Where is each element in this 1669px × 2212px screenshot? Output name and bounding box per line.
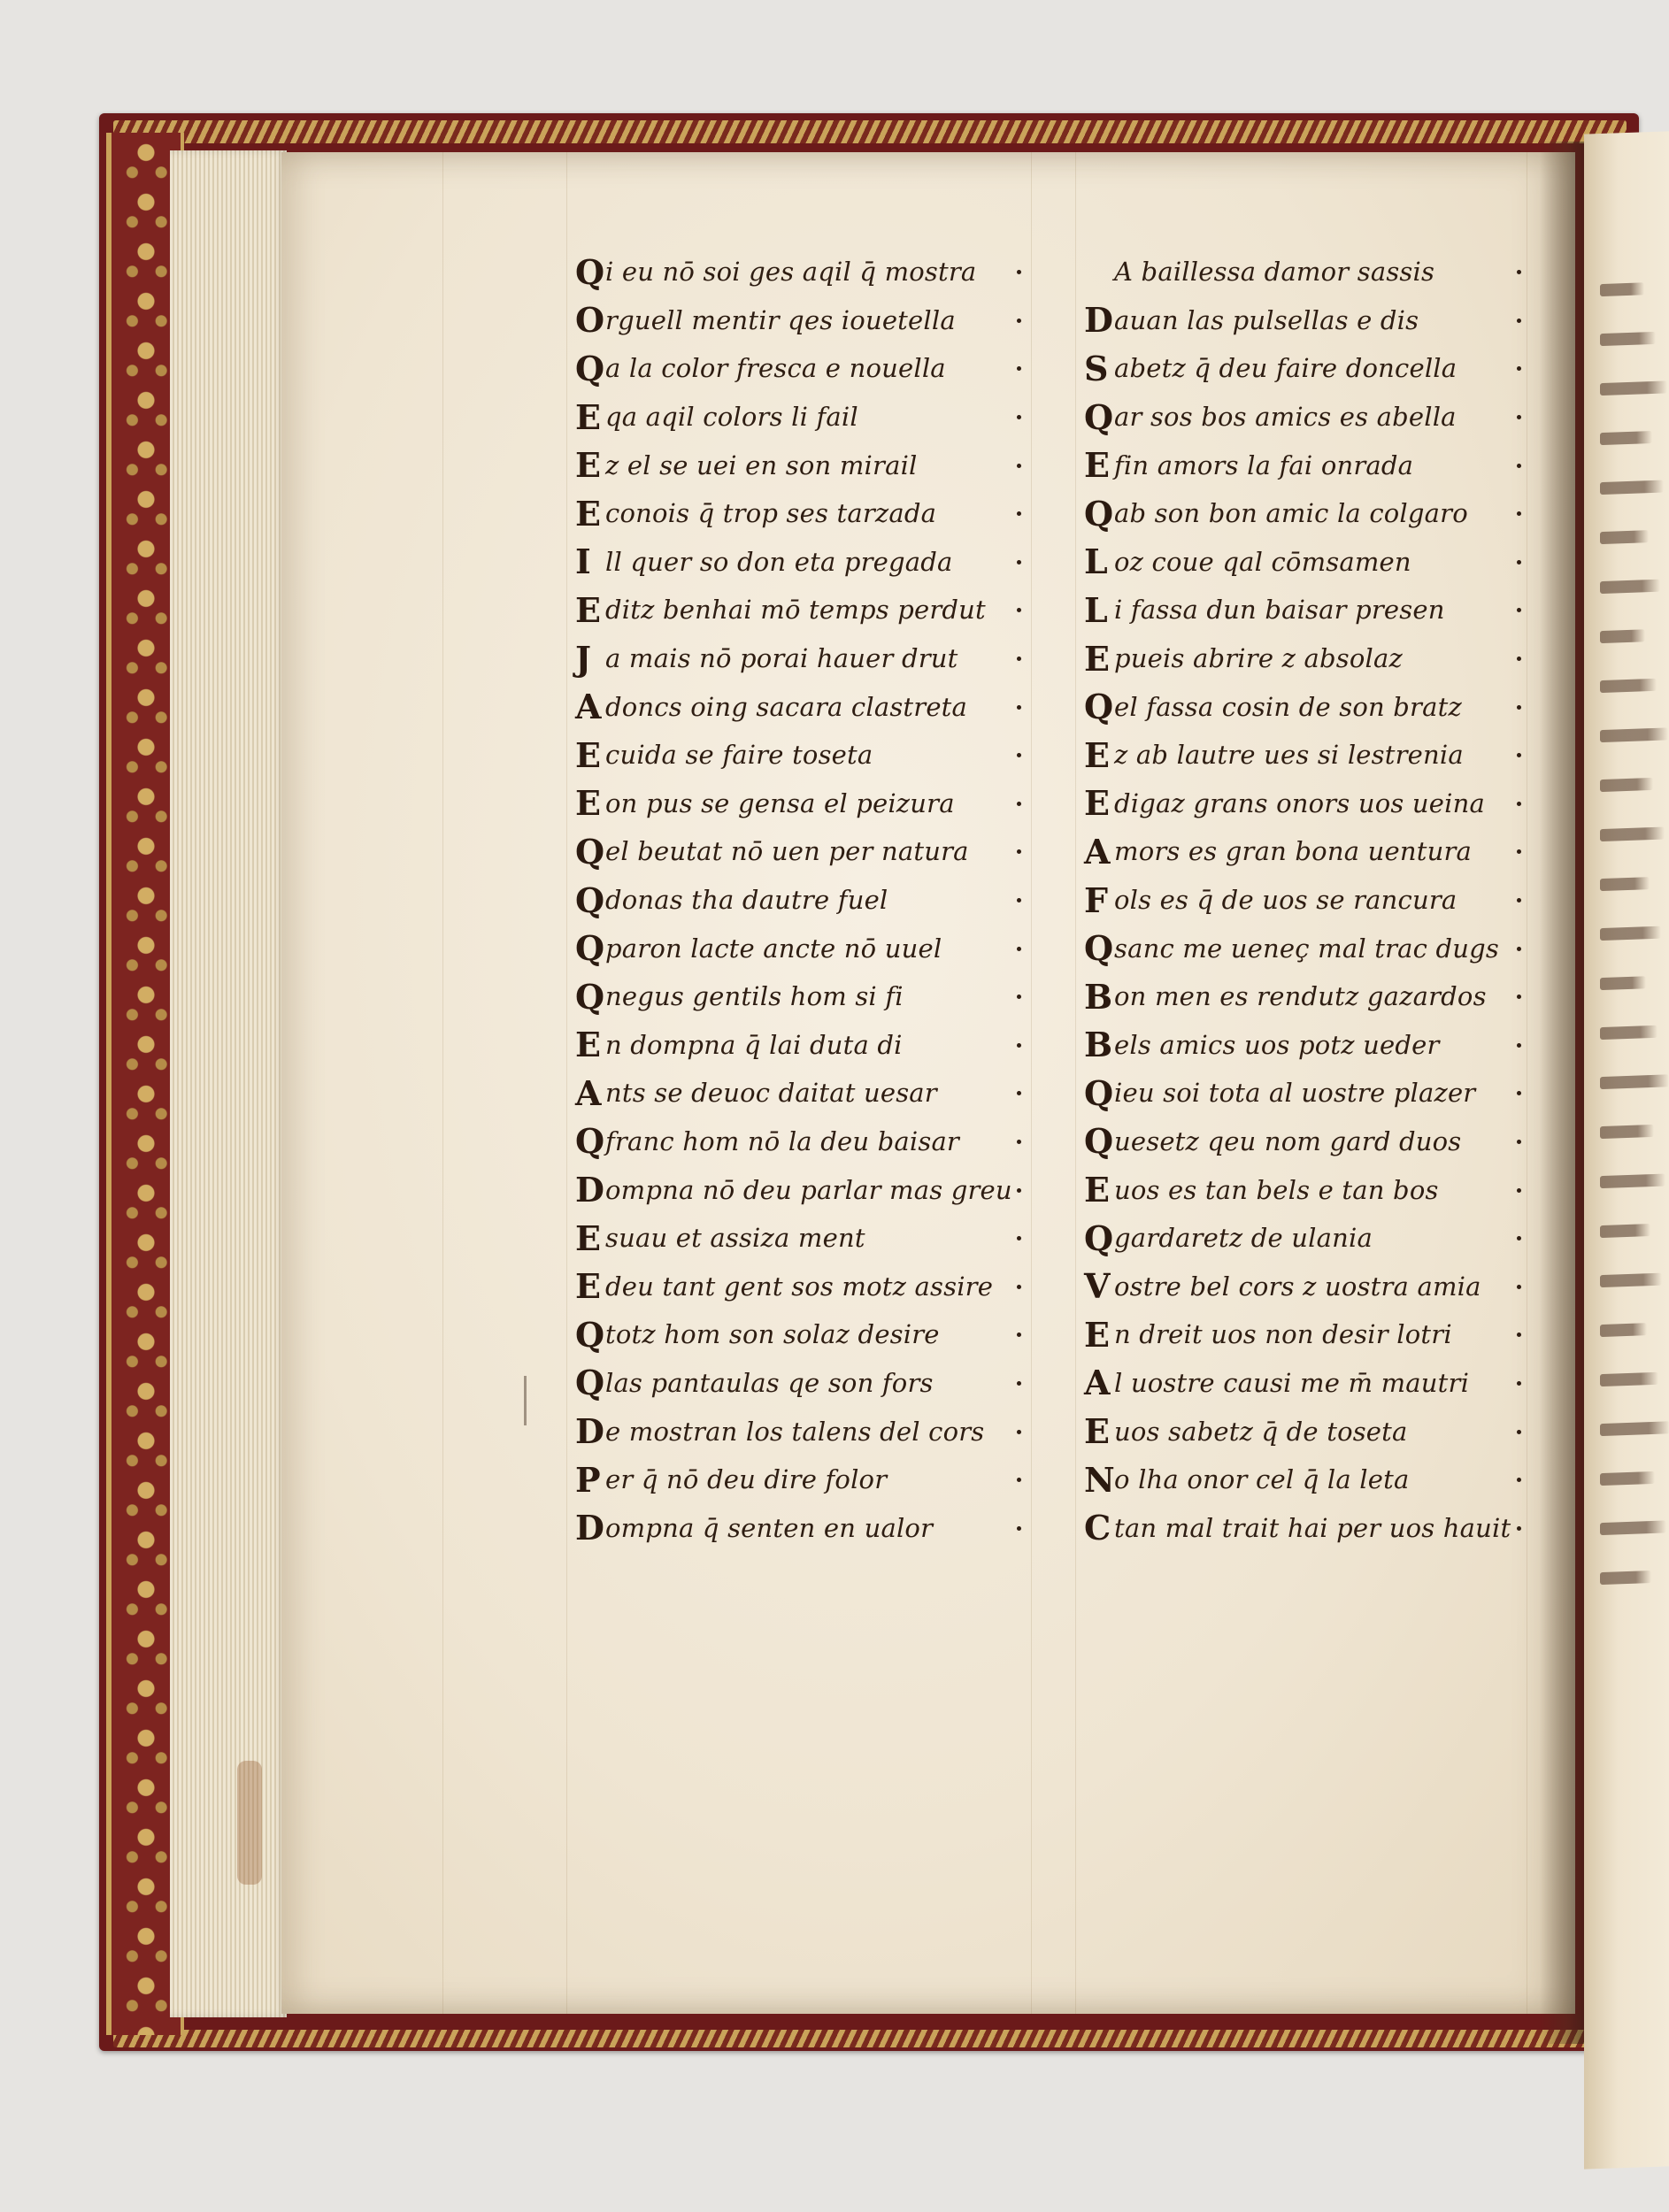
verse-text: negus gentils hom si fi <box>605 981 904 1012</box>
verse-line <box>1084 1455 1527 1504</box>
verse-initial: E <box>1084 1314 1111 1355</box>
verse-line <box>575 827 1027 876</box>
verse-line <box>575 780 1027 828</box>
facing-page-text-stroke <box>1600 727 1668 742</box>
verse-line <box>575 441 1027 489</box>
verse-line <box>575 1069 1027 1118</box>
ruling-line <box>442 152 443 2014</box>
verse-line <box>1084 827 1527 876</box>
verse-text: ostre bel cors z uostra amia <box>1114 1271 1481 1302</box>
verse-punctus <box>1517 1236 1521 1240</box>
verse-line <box>575 1021 1027 1070</box>
facing-page-text-stroke <box>1600 926 1661 941</box>
verse-line <box>575 731 1027 780</box>
verse-line <box>1084 248 1527 296</box>
verse-text: paron lacte ancte nō uuel <box>605 933 942 964</box>
verse-text: o lha onor cel q̄ la leta <box>1114 1464 1410 1495</box>
cover-bottom-tooling <box>113 2030 1627 2047</box>
verse-initial: Q <box>575 1121 605 1162</box>
facing-page-text-stroke <box>1600 1323 1647 1337</box>
verse-initial: B <box>1084 1025 1113 1065</box>
left-column <box>575 248 1027 1552</box>
verse-punctus <box>1017 1043 1021 1048</box>
verse-line <box>1084 344 1527 393</box>
verse-line <box>575 972 1027 1021</box>
verse-line <box>575 924 1027 972</box>
verse-text: els amics uos potz ueder <box>1114 1029 1440 1060</box>
verse-punctus <box>1017 511 1021 516</box>
verse-punctus <box>1517 319 1521 323</box>
verse-initial: L <box>1084 589 1108 630</box>
verse-punctus <box>1517 705 1521 710</box>
verse-initial: Q <box>1084 493 1114 534</box>
verse-text: tan mal trait hai per uos hauit <box>1114 1512 1511 1543</box>
verse-text: z ab lautre ues si lestrenia <box>1114 740 1464 771</box>
verse-initial: E <box>1084 638 1111 679</box>
verse-text: ditz benhai mō temps perdut <box>605 595 986 626</box>
verse-punctus <box>1517 1333 1521 1337</box>
facing-page-text-stroke <box>1600 1520 1666 1535</box>
verse-text: cuida se faire toseta <box>605 740 873 771</box>
verse-punctus <box>1517 1285 1521 1289</box>
verse-punctus <box>1017 1478 1021 1482</box>
verse-punctus <box>1017 560 1021 565</box>
verse-initial: E <box>575 1266 602 1307</box>
verse-text: franc hom nō la deu baisar <box>605 1125 959 1156</box>
verse-punctus <box>1017 1333 1021 1337</box>
verse-line <box>1084 1021 1527 1070</box>
verse-punctus <box>1017 1381 1021 1386</box>
verse-initial: B <box>1084 976 1113 1017</box>
verse-punctus <box>1017 1188 1021 1193</box>
verse-punctus <box>1517 1043 1521 1048</box>
verse-initial: Q <box>575 1363 605 1403</box>
verse-line <box>1084 924 1527 972</box>
verse-punctus <box>1017 849 1021 854</box>
verse-punctus <box>1517 657 1521 661</box>
verse-text: el beutat nō uen per natura <box>605 836 969 867</box>
verse-initial: J <box>575 638 592 679</box>
verse-text: ll quer so don eta pregada <box>605 546 953 577</box>
verse-initial: I <box>575 541 591 582</box>
verse-initial: P <box>575 1459 601 1500</box>
verse-line <box>575 248 1027 296</box>
verse-text: ieu soi tota al uostre plazer <box>1114 1078 1476 1109</box>
verse-initial: Q <box>1084 396 1114 437</box>
verse-initial: A <box>1084 831 1111 872</box>
verse-punctus <box>1017 1091 1021 1095</box>
facing-page-text-stroke <box>1600 1571 1651 1585</box>
verse-initial: Q <box>575 251 605 292</box>
page-stain <box>237 1761 262 1885</box>
verse-text: ab son bon amic la colgaro <box>1114 498 1468 529</box>
verse-initial: A <box>575 1072 602 1113</box>
verse-line <box>1084 1503 1527 1552</box>
verse-initial: E <box>1084 1411 1111 1452</box>
verse-line <box>1084 731 1527 780</box>
verse-initial: Q <box>575 879 605 920</box>
verse-initial: E <box>575 396 602 437</box>
verse-line <box>575 1455 1027 1504</box>
verse-text: el fassa cosin de son bratz <box>1114 691 1462 722</box>
verse-initial: S <box>1084 348 1109 388</box>
verse-line <box>575 876 1027 925</box>
verse-text: conois q̄ trop ses tarzada <box>605 498 937 529</box>
verse-punctus <box>1017 1236 1021 1240</box>
facing-page-text-stroke <box>1600 1173 1665 1188</box>
margin-mark <box>524 1376 527 1425</box>
verse-punctus <box>1517 464 1521 468</box>
verse-line <box>1084 1262 1527 1310</box>
verse-initial: E <box>1084 734 1111 775</box>
verse-punctus <box>1517 270 1521 274</box>
facing-page-text-stroke <box>1600 1471 1655 1486</box>
verse-text: digaz grans onors uos ueina <box>1114 787 1485 818</box>
facing-page-text-stroke <box>1600 380 1667 396</box>
verse-line <box>575 1310 1027 1359</box>
verse-text: uos es tan bels e tan bos <box>1114 1174 1439 1205</box>
verse-initial: E <box>575 783 602 824</box>
verse-line <box>1084 393 1527 442</box>
verse-line <box>575 344 1027 393</box>
verse-punctus <box>1517 898 1521 902</box>
verse-punctus <box>1517 1091 1521 1095</box>
verse-line <box>575 1262 1027 1310</box>
verse-text: auan las pulsellas e dis <box>1114 304 1419 335</box>
verse-punctus <box>1517 995 1521 999</box>
verse-punctus <box>1517 1526 1521 1531</box>
verse-text: rguell mentir qes iouetella <box>605 304 956 335</box>
facing-page-text-stroke <box>1600 282 1644 296</box>
verse-text: n dreit uos non desir lotri <box>1114 1319 1452 1350</box>
facing-page-text-stroke <box>1600 480 1664 495</box>
verse-initial: A <box>1084 1363 1111 1403</box>
verse-line <box>575 586 1027 634</box>
verse-line <box>575 634 1027 683</box>
verse-punctus <box>1517 608 1521 612</box>
verse-initial: Q <box>575 976 605 1017</box>
verse-initial: E <box>575 493 602 534</box>
verse-text: l uostre causi me m̄ mautri <box>1114 1367 1470 1398</box>
verse-punctus <box>1017 947 1021 951</box>
verse-punctus <box>1017 705 1021 710</box>
verse-text: z el se uei en son mirail <box>605 449 918 480</box>
verse-initial: L <box>1084 541 1108 582</box>
verse-punctus <box>1517 560 1521 565</box>
verse-initial: D <box>575 1170 605 1210</box>
verse-punctus <box>1517 753 1521 757</box>
verse-text: e mostran los talens del cors <box>605 1416 985 1447</box>
verse-text: doncs oing sacara clastreta <box>605 691 968 722</box>
verse-initial: E <box>1084 445 1111 486</box>
verse-text: oz coue qal cōmsamen <box>1114 546 1411 577</box>
verse-line <box>1084 634 1527 683</box>
facing-page-text-stroke <box>1600 1372 1658 1386</box>
verse-punctus <box>1517 1381 1521 1386</box>
verse-punctus <box>1017 1430 1021 1434</box>
ruling-line <box>1031 152 1032 2014</box>
verse-punctus <box>1517 366 1521 371</box>
verse-text: n dompna q̄ lai duta di <box>605 1029 903 1060</box>
verse-initial: D <box>575 1508 605 1548</box>
facing-page-text-stroke <box>1600 1421 1669 1436</box>
verse-text: qa aqil colors li fail <box>605 402 858 433</box>
verse-line <box>575 1359 1027 1408</box>
facing-page-text-stroke <box>1600 1025 1657 1040</box>
verse-initial: Q <box>575 928 605 969</box>
verse-line <box>575 393 1027 442</box>
facing-page-text-stroke <box>1600 1224 1650 1238</box>
facing-page-text-stroke <box>1600 826 1665 841</box>
verse-line <box>1084 780 1527 828</box>
verse-text: uos sabetz q̄ de toseta <box>1114 1416 1408 1447</box>
facing-page-text-stroke <box>1600 778 1653 792</box>
verse-initial: Q <box>575 1314 605 1355</box>
verse-line <box>1084 1069 1527 1118</box>
verse-punctus <box>1517 415 1521 419</box>
verse-initial: A <box>575 687 602 727</box>
verse-text: a mais nō porai hauer drut <box>605 643 958 674</box>
verse-punctus <box>1017 753 1021 757</box>
verse-line <box>1084 876 1527 925</box>
facing-page-text-stroke <box>1600 1273 1662 1287</box>
verse-punctus <box>1017 464 1021 468</box>
verse-text: pueis abrire z absolaz <box>1114 643 1403 674</box>
facing-page <box>1584 131 1669 2169</box>
facing-page-text-stroke <box>1600 1125 1654 1139</box>
verse-text: on pus se gensa el peizura <box>605 787 955 818</box>
verse-text: ar sos bos amics es abella <box>1114 402 1457 433</box>
verse-punctus <box>1017 270 1021 274</box>
verse-punctus <box>1017 1526 1021 1531</box>
verse-text: er q̄ nō deu dire folor <box>605 1464 888 1495</box>
verse-initial: N <box>1084 1459 1115 1500</box>
verse-initial: Q <box>1084 687 1114 727</box>
verse-punctus <box>1017 608 1021 612</box>
verse-initial: Q <box>1084 1121 1114 1162</box>
verse-initial: V <box>1084 1266 1111 1307</box>
verse-text: suau et assiza ment <box>605 1223 865 1254</box>
verse-punctus <box>1017 319 1021 323</box>
facing-page-text-stroke <box>1600 629 1645 643</box>
verse-line <box>1084 682 1527 731</box>
verse-punctus <box>1517 947 1521 951</box>
verse-initial: E <box>575 445 602 486</box>
verse-punctus <box>1017 366 1021 371</box>
verse-initial: F <box>1084 879 1109 920</box>
verse-punctus <box>1017 898 1021 902</box>
verse-initial: E <box>575 589 602 630</box>
facing-page-text-stroke <box>1600 431 1652 445</box>
verse-line <box>1084 538 1527 587</box>
facing-page-text-stroke <box>1600 580 1660 594</box>
verse-line <box>575 1118 1027 1166</box>
verse-line <box>575 296 1027 345</box>
verse-text: ompna nō deu parlar mas greu <box>605 1174 1012 1205</box>
verse-line <box>1084 1359 1527 1408</box>
verse-initial: Q <box>1084 1072 1114 1113</box>
verse-punctus <box>1017 995 1021 999</box>
ruling-line <box>1075 152 1076 2014</box>
verse-punctus <box>1517 849 1521 854</box>
verse-initial: E <box>575 734 602 775</box>
verse-text: ompna q̄ senten en ualor <box>605 1512 934 1543</box>
verse-line <box>575 1503 1027 1552</box>
verse-punctus <box>1017 1140 1021 1144</box>
verse-line <box>1084 1407 1527 1455</box>
verse-text: nts se deuoc daitat uesar <box>605 1078 937 1109</box>
verse-line <box>1084 1165 1527 1214</box>
verse-line <box>575 538 1027 587</box>
facing-page-text-stroke <box>1600 877 1650 891</box>
verse-initial: Q <box>1084 1217 1114 1258</box>
verse-punctus <box>1517 1430 1521 1434</box>
facing-page-text-stroke <box>1600 1074 1669 1089</box>
verse-initial: E <box>575 1025 602 1065</box>
verse-text: uesetz qeu nom gard duos <box>1114 1125 1462 1156</box>
verse-punctus <box>1517 511 1521 516</box>
verse-initial: D <box>1084 300 1114 341</box>
ruling-line <box>566 152 567 2014</box>
verse-punctus <box>1017 657 1021 661</box>
verse-punctus <box>1517 802 1521 806</box>
facing-page-text-stroke <box>1600 530 1649 544</box>
verse-text: i fassa dun baisar presen <box>1114 595 1445 626</box>
verse-text: a la color fresca e nouella <box>605 353 946 384</box>
verse-punctus <box>1017 415 1021 419</box>
verse-punctus <box>1017 1285 1021 1289</box>
verse-line <box>1084 972 1527 1021</box>
verse-line <box>1084 441 1527 489</box>
verse-line <box>575 1407 1027 1455</box>
verse-line <box>575 489 1027 538</box>
verse-punctus <box>1517 1188 1521 1193</box>
verse-initial: E <box>1084 783 1111 824</box>
verse-initial: C <box>1084 1508 1111 1548</box>
verse-line <box>1084 1118 1527 1166</box>
facing-page-text-stroke <box>1600 332 1656 346</box>
verse-initial: Q <box>575 831 605 872</box>
verse-text: mors es gran bona uentura <box>1114 836 1473 867</box>
verse-initial: Q <box>1084 928 1114 969</box>
verse-punctus <box>1517 1140 1521 1144</box>
verse-line <box>575 682 1027 731</box>
verse-text: totz hom son solaz desire <box>605 1319 940 1350</box>
verse-punctus <box>1017 802 1021 806</box>
verse-text: A baillessa damor sassis <box>1114 257 1435 288</box>
verse-line <box>575 1214 1027 1263</box>
verse-initial: O <box>575 300 605 341</box>
verse-line <box>575 1165 1027 1214</box>
facing-page-text-stroke <box>1600 976 1646 990</box>
verse-initial: D <box>575 1411 605 1452</box>
verse-initial: E <box>575 1217 602 1258</box>
verse-punctus <box>1517 1478 1521 1482</box>
verse-text: i eu nō soi ges aqil q̄ mostra <box>605 257 977 288</box>
verse-line <box>1084 1214 1527 1263</box>
verse-text: abetz q̄ deu faire doncella <box>1114 353 1457 384</box>
verse-text: las pantaulas qe son fors <box>605 1367 934 1398</box>
verse-text: ols es q̄ de uos se rancura <box>1114 885 1457 916</box>
verse-text: on men es rendutz gazardos <box>1114 981 1487 1012</box>
verse-text: sanc me ueneç mal trac dugs <box>1114 933 1499 964</box>
verse-text: donas tha dautre fuel <box>605 885 888 916</box>
cover-top-tooling <box>113 120 1627 143</box>
facing-page-text-stroke <box>1600 679 1657 693</box>
verse-line <box>1084 586 1527 634</box>
verse-initial: E <box>1084 1170 1111 1210</box>
verse-line <box>1084 489 1527 538</box>
right-column <box>1084 248 1527 1552</box>
page-block-edges <box>170 150 287 2017</box>
verse-text: fin amors la fai onrada <box>1114 449 1414 480</box>
verse-text: deu tant gent sos motz assire <box>605 1271 994 1302</box>
verse-line <box>1084 296 1527 345</box>
verse-initial: Q <box>575 348 605 388</box>
verse-text: gardaretz de ulania <box>1114 1223 1373 1254</box>
verse-line <box>1084 1310 1527 1359</box>
